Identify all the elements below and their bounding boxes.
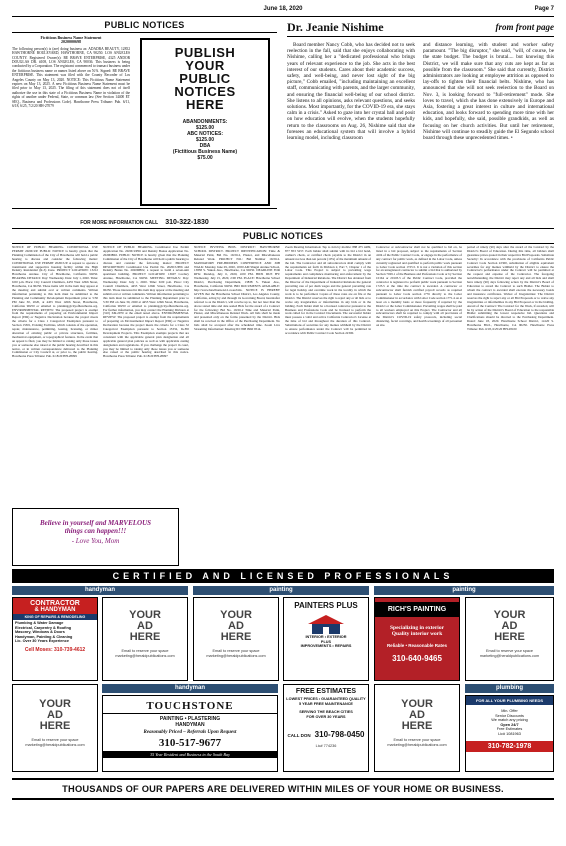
contractor-service: Handyman, Painting & Cleaning <box>15 634 73 639</box>
article-col-2: and distance learning, with student and worker safety paramount. "The big disruptor," she said, "will, of course, be the state budget. The budget is brutal.... but knowing this District, we will make sure that any cuts are kept as far as possible from the classroom." She said that currently, District administrators are looking at employee attrition as opposed to lay-offs to tighten their financial belts. Nishime, who has announced that she will not seek reelection to the Board on Nov. 3, is looking forward to "full-retirement" mode. She loves to travel, which she has done extensively in Europe and Asia, fostering a great interest in culture and international education, and looks forward to spending more time with her kids, and hopefully, she said, possible grandkids, as well as focusing on her church activities. But until her retirement, Nishime will continue to steadily guide the El Segundo school board through these unprecedented times. • <box>423 42 554 142</box>
publish-line: PUBLIC <box>179 71 231 86</box>
your-ad-here-1 <box>102 597 188 681</box>
category-painting-2: painting <box>374 586 554 595</box>
rate-label: DBA <box>199 143 211 149</box>
fbn-heading: Fictitious Business Name Statement <box>40 35 102 40</box>
footer-banner: THOUSANDS OF OUR PAPERS ARE DELIVERED WITHIN MILES OF YOUR HOME OR BUSINESS. <box>12 778 554 800</box>
page-number: Page 7 <box>534 6 554 12</box>
touchstone-phone: 310-517-9677 <box>158 737 222 749</box>
public-notices-title: PUBLIC NOTICES <box>12 228 554 244</box>
article-title: Dr. Jeanie Nishime <box>287 20 384 34</box>
public-notices-title: PUBLIC NOTICES <box>12 20 277 33</box>
your-ad-line: YOUR <box>39 698 71 710</box>
notice-col-3: NOTICE INVITING BIDS. DISTRICT: HAWTHORNE SCHOOL DISTRICT. PROJECT IDENTIFICATION: Time & Material Paint, Bid No. 19/20-2, Plaster, and Miscellaneous Related Work. PROJECT NO.: Bid Number 19/20-2. MANDATORY PRE-BIDDERS CONFERENCE AND JOB WALK: Monday, June 29, 2020, 10:00 AM Shugal Avenue School, 13838 S. Yukon Ave., Hawthorne, CA 90250. DEADLINE FOR RFIs: Monday, July 6, 2020, 4:00 PM. BIDS DUE BY: Wednesday, July 15, 2020, 2:00 PM. PLACE: Hawthorne School District, Purchasing Department, 13838 S. Yukon Ave., Hawthorne, California 90250. BID DOCUMENTS AVAILABLE: http://www.hawthorne.k12.ca.us/bids. NOTICE IS HEREBY GIVEN that the Hawthorne School District, Los Angeles County, California, acting by and through its Governing Board, hereinafter referred to as the District, will receive up to, but not later than the above stated time and date sealed Bids for the award of a Contract for the following: Bid No. 19/20-2 Time and Material Paint, Plaster, and Miscellaneous Related Work. All bids shall be made and presented only on the forms presented by the District. Bids shall be received in the Office of the Purchasing Department. No bids shall be accepted after the scheduled time. Zoom Live Streaming Information: Meeting ID: 898 0960 9514. <box>194 246 280 332</box>
category-painting: painting <box>193 586 369 595</box>
fbn-body: The following person(s) is (are) doing business as: ADADRA BEAUTY, 12852 HAWTHORNE BOULEVARD, HAWTHORNE, CA 90250. LOS ANGELES COUNTY. Registered Owner(s): BE BRAVE ENTERPRISE, 4325 ANDOR DOUGLAS DR. #108, LOS ANGELES, CA 90036. This business is being conducted by a Corporation. The registrant commenced to transact business under the fictitious business name or names listed above on N/A. Signed: BE BRAVE ENTERPRISE. This statement was filed with the County Recorder of Los Angeles County on May 13, 2020. NOTICE: This Fictitious Name Statement expires on May 13, 2025. A new Fictitious Business Name Statement must be filed prior to May 13, 2025. The filing of this statement does not of itself authorize the use in this state of a Fictitious Business Name in violation of the rights of another under Federal, State, or common law (See Section 14400 ET SEQ., Business and Professions Code). Hawthorne Press Tribune: Pub. 6/11, 6/18, 6/25, 7/2/20 HH-27079 <box>12 46 130 109</box>
touchstone-name: TOUCHSTONE <box>103 700 277 714</box>
richs-tag: Specializing in exterior <box>389 625 445 631</box>
plumbing-phone: 310-782-1978 <box>466 741 553 752</box>
painters-call <box>284 724 368 742</box>
article-header <box>287 20 554 37</box>
your-ad-line: YOUR <box>401 698 433 710</box>
plumbing-line: Free Estimates <box>496 727 523 732</box>
tribute-signature: - Love You, Mom <box>71 537 120 545</box>
house-icon <box>306 613 346 635</box>
your-ad-line: AD <box>409 709 425 721</box>
reserve-text: Email to reserve your space marketing@heraldpublications.com <box>25 738 85 747</box>
article-continued: from front page <box>495 22 554 32</box>
notice-col-6: period of ninety (90) days after the award of the Contract by the District's Board of Education. During this time, all bidders shall guarantee prices quoted in their respective Bid Proposals. Substitute Security: In accordance with the provisions of California Public Contract Code Section 22300, substitution of eligible equivalent securities for any monies withheld by the District to ensure the Contractor's performance under the Contract will be permitted at the request and expense of the Contractor. The foregoing notwithstanding, the District may reject any and all bids and shall have ninety (90) days following action by the District's Board of Education to award the Contract to such Bidder. The Bidder to whom the contract is awarded shall execute the necessary bonds and insurance certificates. Waiver of Irregularities: The District reserves the right to reject any or all Bid Proposals or to waive any irregularities or informalities in any Bid Proposal or in the bidding. Award of the Contract: The Contract for the Work, if awarded, will be by action of the District's Board of Education to the responsible Bidder submitting the lowest responsive bid. Questions and Clarifications should be directed to the Purchasing Department. Dated: June 18, 2020. Hawthorne School District, 14120 S. Hawthorne Blvd., Hawthorne, CA 90250. Hawthorne Press Tribune: Pub. 6/18, 6/25/20 HH-28100 <box>467 246 554 332</box>
category-handyman-2: handyman <box>102 684 278 693</box>
info-line <box>12 208 277 229</box>
notice-col-5: Contractor or subcontractor shall not be qualified to bid on, be listed in a bid proposal, subject to the requirements of Section 4104 of the Public Contract Code, or engage in the performance of any contract for public work, as defined in the Labor Code, unless currently registered and qualified to perform public work pursuant to Labor Code section 1725.5. It is not a violation of this section for an unregistered contractor to submit a bid that is authorized by Section 7029.1 of the Business and Professions Code or by Section 10164 or 20103.5 of the Public Contract Code, provided the contractor is registered to perform public work pursuant to Section 1725.5 at the time the contract is awarded. A contractor or subcontractor shall furnish certified payroll records as required pursuant to Labor Code section 1776 directly to the Labor Commissioner in accordance with Labor Code section 1771.4 on at least on a monthly basis or more frequently if required by the District or the Labor Commissioner. Prevailing wages shall be paid to all workers employed on this Project. The Contractor and all subcontractors shall be required to comply with all provisions of the District's COVID-19 safety protocols, including social distancing, facial coverings, and health screenings of all personnel on site. <box>376 246 462 328</box>
fbn-notice <box>12 36 130 206</box>
plumbing-title: FOR ALL YOUR PLUMBING NEEDS <box>466 696 553 705</box>
your-ad-line: HERE <box>401 720 433 732</box>
publish-line: NOTICES <box>174 84 236 99</box>
your-ad-line: HERE <box>494 631 525 643</box>
your-ad-line: HERE <box>129 631 161 643</box>
article-col-1: Board member Nancy Cobb, who has decided not to seek reelection in the fall, said that she enjoys collaborating with Nishime, calling her a "dedicated professional who brings years of relevant experience to the job. She acts in the best interest of our students. Cares about their academic success, safety, and well-being, and never lost sight of the big picture," Cobb emailed, "including maintaining an excellent staff, communicating with parents, and the larger community, and ensuring the financial well-being of our school district. She listens to all opinions, asks relevant questions, and seeks solutions. Most importantly, for the COVID-19 era, she stays calm in a crisis." Asked to gaze into her crystal ball and posit on how education will evolve, when the students hopefully return to the classrooms on Aug. 26, Nishime said that she foresees an educational system that will involve a hybrid learning model, including classroom <box>287 42 415 142</box>
painters-plus-ad <box>283 597 369 681</box>
your-ad-here-3 <box>465 597 554 681</box>
your-ad-line: AD <box>228 620 244 632</box>
reserve-text: Email to reserve your space marketing@heraldpublications.com <box>206 649 266 658</box>
richs-name: RICH'S PAINTING <box>375 602 459 617</box>
touchstone-ad <box>102 695 278 772</box>
publish-box <box>140 38 270 206</box>
plumbing-line: We match any pricing <box>491 718 528 723</box>
painters-plus-ad-lower <box>283 684 369 772</box>
public-notices-mid <box>12 228 554 507</box>
issue-date: June 18, 2020 <box>263 6 303 12</box>
your-ad-line: AD <box>501 620 518 632</box>
painters-call-label: CALL DON <box>287 733 311 739</box>
touchstone-sub: PAINTING • PLASTERING <box>159 716 221 722</box>
painters-serving: SERVING THE BEACH CITIES <box>299 710 353 715</box>
directory-band: CERTIFIED AND LICENSED PROFESSIONALS <box>12 569 554 583</box>
reserve-text: Email to reserve your space marketing@heraldpublications.com <box>115 649 175 658</box>
painters-sub: IMPROVEMENTS • REPAIRS <box>300 644 352 649</box>
painters-lowest: LOWEST PRICES • GUARANTEED QUALITY <box>286 697 366 701</box>
category-plumbing: plumbing <box>465 684 554 693</box>
info-phone: 310-322-1830 <box>165 219 209 226</box>
plumbing-lic: Lic# 1081963 <box>498 731 521 736</box>
info-label: FOR MORE INFORMATION CALL <box>80 220 159 226</box>
header-rule <box>12 16 554 17</box>
your-ad-line: AD <box>137 620 153 632</box>
rate-label: (Fictitious Business Name) <box>172 149 238 155</box>
richs-phone: 310-640-9465 <box>392 654 442 663</box>
richs-painting-ad <box>374 597 460 681</box>
notice-col-2: NOTICE OF PUBLIC HEARING. Conditional Use Permit Application No. 2020CUP06 and Density Bonus Application No. 2020DB02. PUBLIC NOTICE is hereby given that the Planning Commission of the City of Hawthorne will hold a public hearing to discuss and consider the following matter: PROJECT DESCRIPTION: Conditional Use Permit No. 2020CUP06 and Density Bonus No. 2020DB02, a request to build a seven-unit apartment building. PROJECT LOCATION: 13607 Cordary Avenue, Hawthorne, CA 90250. MEETING DETAILS: Day: Wednesday. Date: July 1, 2020. Time: 6:00 p.m. Place: City Council Chambers, 4455 West 126th Street, Hawthorne, CA 90250. Those interested in this item may appear at the meeting and submit oral or written comments. Written information pertaining to this item must be submitted to the Planning Department prior to 5:30 PM on June 30, 2020 at 4455 West 126th Street, Hawthorne, California 90250 or emailed to planning@cityofhawthorne.org. For further information, you may contact the Planning Division at (310) 349-2970 at the email noted above. ENVIRONMENTAL REVIEW: The proposed project is exempt from the requirements of preparing an Environmental Impact Report (EIR) or Negative Declaration because the project meets the criteria for a Class 32 Categorical Exemption pursuant to Section 15332, In-Fill Development Projects. This Exemption exempts projects that are consistent with the applicable general plan designation and all applicable general plan policies as well as with applicable zoning designation and regulations. If you challenge the project in court, you may be limited to raising only those issues you or someone else raised at the public hearing described in this notice. Hawthorne Press Tribune: Pub. 6/18/20 HH-28097 <box>103 246 189 359</box>
reserve-text: Email to reserve your space marketing@heraldpublications.com <box>479 649 540 658</box>
plumbing-line: Min. Offer <box>501 709 518 713</box>
touchstone-tag: Reasonably Priced – Referrals Upon Request <box>143 730 237 735</box>
fbn-number: 2020000698 <box>61 39 81 45</box>
touchstone-years: 35 Year Resident and Business in the South Bay <box>103 751 277 758</box>
contractor-service: Lic. Over 30 Years Experience <box>15 639 69 644</box>
painters-sub: INTERIOR • EXTERIOR <box>305 635 347 639</box>
painters-plus-logo <box>306 613 346 635</box>
contractor-name-2: & HANDYMAN <box>13 607 97 614</box>
publish-line: YOUR <box>185 58 225 73</box>
rate-value: $125.00 <box>195 125 215 131</box>
contractor-service: Masonry, Windows & Doors <box>15 630 65 635</box>
tribute-ad <box>12 508 179 566</box>
contractor-service: Plumbing & Water Damage <box>15 621 64 625</box>
notice-col-4: Zoom Meeting Information: Tap to Join by mobile: 888 475 4499, 877 853 5257. Each bidder shall submit with its bid a bid bond, cashier's check, or certified check payable to the District in an amount not less than ten percent (10%) of the maximum amount of the bid. The Contractor and all subcontractors shall comply with the requirements set forth in Division 2, Part 7, Chapter 1 of the Labor Code. This Project is subject to prevailing wage requirements and compliance monitoring and enforcement by the Department of Industrial Relations. The District has obtained from the Director of the Department of Industrial Relations the general prevailing rate of per diem wages and the general prevailing rate for legal holiday and overtime work in the locality in which the work is to be performed. Copies of these rates are on file at the District. The District reserves the right to reject any or all bids or to waive any irregularities or informalities in any bids or in the bidding. Each bidder shall be a licensed contractor pursuant to the Business and Professions Code and be licensed to perform the work called for in the Contract Documents. The successful bidder must possess a valid and active California Contractor's License at the time of bid and throughout the duration of this Contract. Substitutions of securities for any monies withheld by the District to ensure performance under the Contract will be permitted in accordance with Public Contract Code Section 22300. <box>285 246 371 335</box>
painters-phone: 310-798-0450 <box>314 730 365 740</box>
your-ad-line: YOUR <box>220 609 252 621</box>
your-ad-line: HERE <box>39 720 71 732</box>
publish-line: HERE <box>185 97 225 112</box>
your-ad-here-2 <box>193 597 279 681</box>
your-ad-here-5 <box>374 684 460 772</box>
contractor-handyman-ad <box>12 597 98 681</box>
your-ad-here-4 <box>12 684 98 772</box>
painters-serving: FOR OVER 30 YEARS <box>306 714 346 719</box>
article-nishime <box>287 20 554 222</box>
publish-line: PUBLISH <box>174 45 236 60</box>
rate-value: $125.00 <box>195 137 215 143</box>
category-handyman: handyman <box>12 586 188 595</box>
painters-lic: Lic# 774236 <box>315 744 337 749</box>
painters-years: 5 YEAR FREE MAINTENANCE <box>299 701 353 706</box>
your-ad-line: AD <box>47 709 63 721</box>
your-ad-line: YOUR <box>493 609 526 621</box>
plumbing-line: Senior Discounts <box>495 713 524 718</box>
richs-tag: Reliable • Reasonable Rates <box>386 643 448 648</box>
contractor-service: Electrical, Carpentry & Roofing <box>15 625 72 630</box>
tribute-line: Believe in yourself and MARVELOUS <box>39 519 152 527</box>
painters-estimates: FREE ESTIMATES <box>295 688 357 695</box>
plumbing-line: Open 24/7 <box>500 722 519 727</box>
your-ad-line: YOUR <box>129 609 161 621</box>
richs-tag: Quality interior work <box>391 631 443 637</box>
painters-sub: PLUS <box>320 639 332 644</box>
painters-plus-name: PAINTERS PLUS <box>294 601 358 610</box>
rate-value: $75.00 <box>197 155 213 161</box>
notice-col-1: NOTICE OF PUBLIC HEARING. CONDITIONAL USE PERMIT 2020CUP. PUBLIC NOTICE is hereby given that the Planning Commission of the City of Hawthorne will hold a public hearing to discuss and consider the following matter: CONDITIONAL USE PERMIT 2020CUP. A request to operate a transitional and supportive housing facility within the High Density Residential (R-3) Zone. PROJECT LOCATION: 13212 Hawthorne Avenue. City of Hawthorne, California 90250. HEARING DETAILS: Day: Wednesday. Date: July 1, 2020. Time: 6:00 p.m. Place: City Council Chambers, 4455 West 126th Street, Hawthorne, CA 90250. These items will in the item may appear at the meeting and submit oral or written comments. Written information pertaining to this item must be submitted to the Planning and Community Development Department prior to 5:30 PM June 30, 2020, at 4455 West 126th Street, Hawthorne, California 90250 or emailed to planning@cityofhawthorne.org. ENVIRONMENTAL REVIEW: The proposed project is exempt from the requirements of preparing an Environmental Impact Report (EIR) or Negative Declaration because the project meets the criteria for a Class 1 Categorical Exemption pursuant to Section 15301, Existing Facilities, which consists of the operation, repair, maintenance, permitting, leasing, licensing, or minor alteration of existing public or private structures, facilities, mechanical equipment, or topographical features. In the event that an appeal is filed, you may be limited to raising only those issues you or someone else raised at the public hearing described in this notice, or in written correspondence delivered to the Planning Commission or City Council at, or prior to, the public hearing. Hawthorne Press Tribune: Pub. 6/18/20 HH-28099 <box>12 246 98 359</box>
your-ad-line: HERE <box>220 631 252 643</box>
public-notices-top <box>12 20 277 226</box>
contractor-tag: KING OF REPAIRS & REMODELING <box>13 614 97 620</box>
rate-label: ABANDONMENTS: <box>182 119 228 125</box>
tribute-line: things can happen!!! <box>64 527 127 535</box>
touchstone-sub-2: HANDYMAN <box>175 722 205 728</box>
plumbing-ad <box>465 695 554 772</box>
contractor-phone: Cell Moses: 310-739-4612 <box>24 646 86 653</box>
contractor-name: CONTRACTOR <box>13 598 97 607</box>
rate-label: ABC NOTICES: <box>186 131 224 137</box>
reserve-text: Email to reserve your space marketing@heraldpublications.com <box>387 738 447 747</box>
